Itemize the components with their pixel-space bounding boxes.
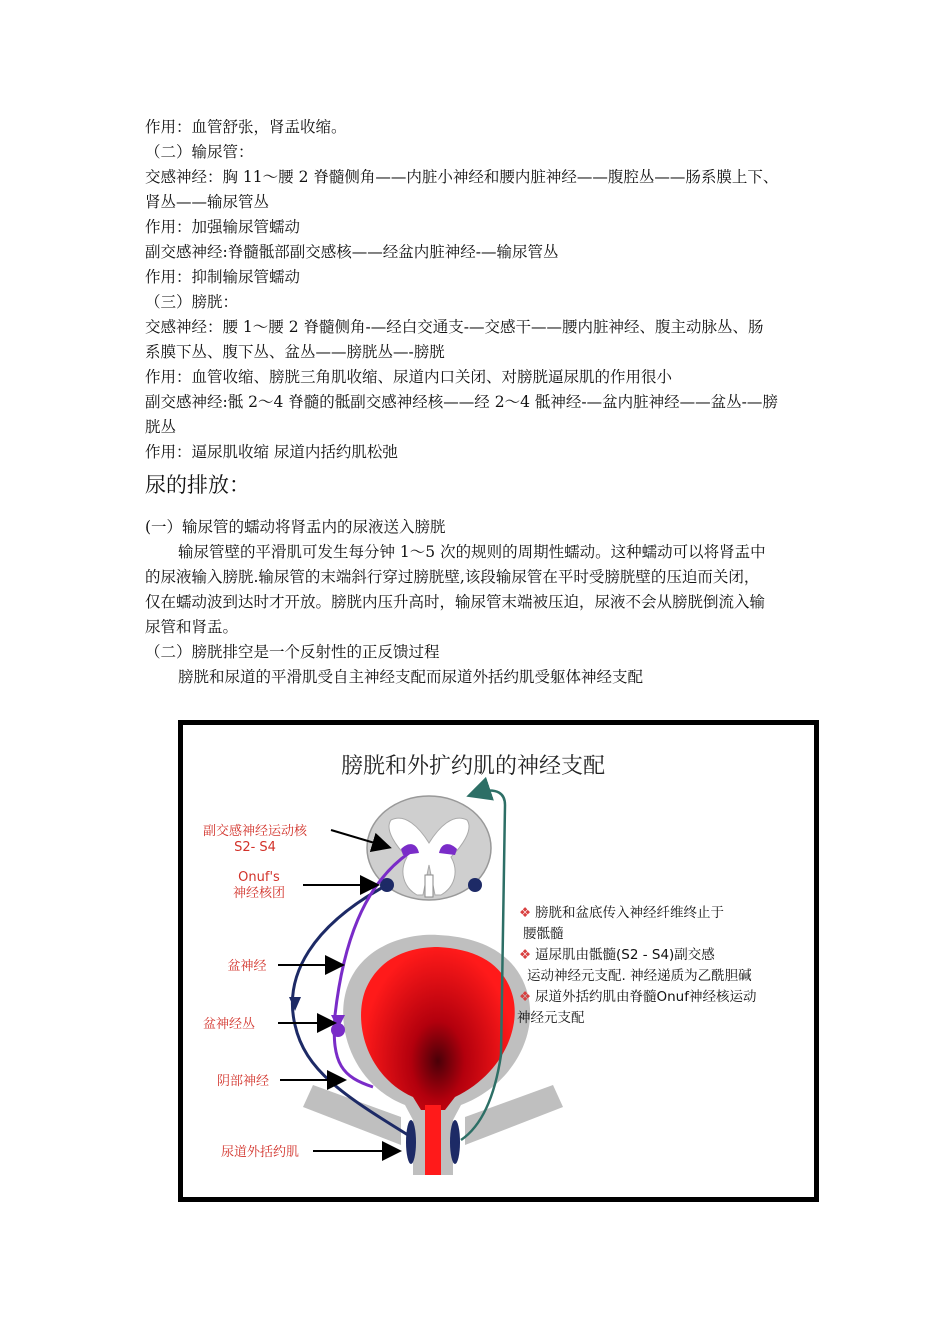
note-line: 膀胱和盆底传入神经纤维终止于 [535,905,724,921]
section-heading: （二）输尿管： [145,143,254,161]
note-line: 神经元支配 [517,1010,585,1026]
section-heading: （三）膀胱： [145,293,239,311]
text-line: 副交感神经:骶 2～4 脊髓的骶副交感神经核——经 2～4 骶神经-—盆内脏神经——盆丛-—膀 [145,393,778,411]
label-parasympathetic-nucleus: 副交感神经运动核 [202,824,308,839]
label-pudendal-nerve: 阴部神经 [216,1074,270,1089]
label-external-sphincter: 尿道外括约肌 [220,1145,300,1160]
note-line: 尿道外括约肌由脊髓Onuf神经核运动 [535,989,757,1005]
figure-title: 膀胱和外扩约肌的神经支配 [340,754,606,779]
note-line: 逼尿肌由骶髓(S2 - S4)副交感 [535,947,715,963]
note-line: 腰骶髓 [523,926,564,942]
paragraph-line: 输尿管壁的平滑肌可发生每分钟 1～5 次的规则的周期性蠕动。这种蠕动可以将肾盂中 [178,543,766,561]
text-line: 作用：加强输尿管蠕动 [145,218,301,236]
label-s2-s4: S2- S4 [234,840,276,855]
paragraph-line: 仅在蠕动波到达时才开放。膀胱内压升高时，输尿管末端被压迫，尿液不会从膀胱倒流入输 [145,593,766,611]
text-line: 作用：血管收缩、膀胱三角肌收缩、尿道内口关闭、对膀胱逼尿肌的作用很小 [145,368,673,386]
paragraph-line: 膀胱和尿道的平滑肌受自主神经支配而尿道外括约肌受躯体神经支配 [178,668,644,686]
section-heading: （二）膀胱排空是一个反射性的正反馈过程 [145,643,440,661]
text-line: 作用：血管舒张，肾盂收缩。 [145,118,347,136]
text-line: 交感神经：胸 11～腰 2 脊髓侧角——内脏小神经和腰内脏神经——腹腔丛——肠系膜上下、 [145,168,779,186]
label-pelvic-plexus: 盆神经丛 [202,1017,256,1032]
section-heading: (一）输尿管的蠕动将肾盂内的尿液送入膀胱 [145,518,446,536]
text-line: 系膜下丛、腹下丛、盆丛——膀胱丛—-膀胱 [145,343,445,361]
note-line: 运动神经元支配. 神经递质为乙酰胆碱 [527,968,752,984]
paragraph-line: 尿管和肾盂。 [145,618,239,636]
nerve-diagram-figure [178,720,819,1202]
text-line: 作用：逼尿肌收缩 尿道内括约肌松弛 [145,443,398,461]
bullet-icon: ❖ [519,947,532,963]
label-pelvic-nerve: 盆神经 [227,959,267,974]
text-line: 胱丛 [145,418,177,436]
label-onuf: Onuf's [238,870,280,885]
text-line: 交感神经：腰 1～腰 2 脊髓侧角-—经白交通支-—交感干——腰内脏神经、腹主动脉丛、肠 [145,318,764,336]
label-onuf-nucleus: 神经核团 [232,886,286,901]
text-line: 副交感神经:脊髓骶部副交感核——经盆内脏神经-—输尿管丛 [145,243,559,261]
bullet-icon: ❖ [519,905,532,921]
text-line: 作用：抑制输尿管蠕动 [145,268,301,286]
text-line: 肾丛——输尿管丛 [145,193,270,211]
nerve-diagram [183,725,814,1197]
somatic-arrow-icon [289,997,301,1011]
pelvic-plexus-node [331,1023,345,1037]
page-heading: 尿的排放： [145,473,250,497]
bullet-icon: ❖ [519,989,532,1005]
paragraph-line: 的尿液输入膀胱.输尿管的末端斜行穿过膀胱壁,该段输尿管在平时受膀胱壁的压迫而关闭， [145,568,760,586]
